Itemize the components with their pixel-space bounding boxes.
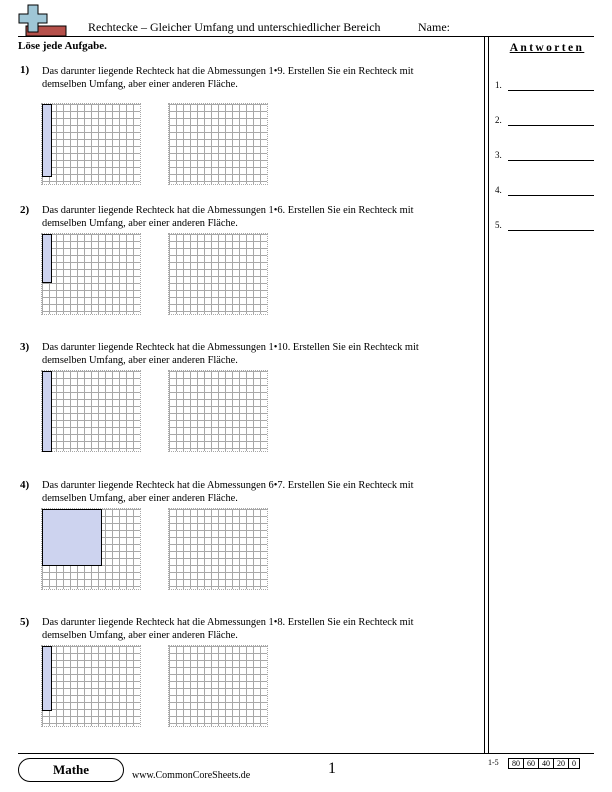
drawing-grid[interactable] <box>169 104 267 184</box>
question-number: 3) <box>20 341 30 353</box>
question-text <box>42 479 482 505</box>
answer-line-1[interactable] <box>508 90 594 91</box>
given-rectangle <box>42 509 102 566</box>
instructions: Löse jede Aufgabe. <box>18 40 107 52</box>
question-text-line: demselben Umfang, aber einer anderen Fläche. <box>42 355 238 366</box>
score-label: 1-5 <box>488 758 499 767</box>
question-text-line: demselben Umfang, aber einer anderen Fläche. <box>42 79 238 90</box>
given-grid <box>42 646 140 726</box>
drawing-grid[interactable] <box>169 234 267 314</box>
given-grid <box>42 104 140 184</box>
answer-line-4[interactable] <box>508 195 594 196</box>
score-cell: 40 <box>539 759 554 768</box>
question-text <box>42 65 482 91</box>
question-number: 1) <box>20 64 30 76</box>
question-text-line: Das darunter liegende Rechteck hat die Abmessungen 1•10. Erstellen Sie ein Rechteck mit <box>42 342 419 353</box>
answer-column-divider <box>484 36 485 753</box>
answer-line-5[interactable] <box>508 230 594 231</box>
question-text-line: Das darunter liegende Rechteck hat die Abmessungen 1•9. Erstellen Sie ein Rechteck mit <box>42 66 414 77</box>
score-cell: 0 <box>572 759 576 768</box>
header-divider <box>18 36 594 37</box>
given-rectangle <box>42 646 52 711</box>
answer-label-1: 1. <box>495 80 502 90</box>
answer-label-3: 3. <box>495 150 502 160</box>
given-grid <box>42 371 140 451</box>
score-cell: 80 <box>509 759 524 768</box>
footer-divider <box>18 753 594 754</box>
score-table <box>508 758 580 769</box>
page-number: 1 <box>328 760 336 777</box>
question-text <box>42 616 482 642</box>
question-text-line: Das darunter liegende Rechteck hat die Abmessungen 1•6. Erstellen Sie ein Rechteck mit <box>42 205 414 216</box>
question-text-line: demselben Umfang, aber einer anderen Fläche. <box>42 630 238 641</box>
answers-title: Antworten <box>509 42 585 54</box>
question-number: 5) <box>20 616 30 628</box>
footer-url: www.CommonCoreSheets.de <box>132 770 251 781</box>
given-rectangle <box>42 371 52 452</box>
answer-line-3[interactable] <box>508 160 594 161</box>
question-text-line: Das darunter liegende Rechteck hat die Abmessungen 6•7. Erstellen Sie ein Rechteck mit <box>42 480 414 491</box>
question-number: 4) <box>20 479 30 491</box>
question-text-line: demselben Umfang, aber einer anderen Fläche. <box>42 493 238 504</box>
question-text <box>42 341 482 367</box>
given-grid <box>42 234 140 314</box>
answer-label-2: 2. <box>495 115 502 125</box>
given-rectangle <box>42 234 52 283</box>
page-title: Rechtecke – Gleicher Umfang und unterschiedlicher Bereich <box>88 20 381 34</box>
question-text-line: Das darunter liegende Rechteck hat die Abmessungen 1•8. Erstellen Sie ein Rechteck mit <box>42 617 414 628</box>
answer-label-5: 5. <box>495 220 502 230</box>
score-cell: 60 <box>524 759 539 768</box>
question-text <box>42 204 482 230</box>
score-cell: 20 <box>554 759 569 768</box>
drawing-grid[interactable] <box>169 646 267 726</box>
subject-badge: Mathe <box>18 758 124 782</box>
answer-column-divider-inner <box>488 36 489 753</box>
answer-label-4: 4. <box>495 185 502 195</box>
logo-icon <box>18 3 70 39</box>
question-text-line: demselben Umfang, aber einer anderen Fläche. <box>42 218 238 229</box>
given-rectangle <box>42 104 52 177</box>
drawing-grid[interactable] <box>169 371 267 451</box>
question-number: 2) <box>20 204 30 216</box>
name-label: Name: <box>418 20 450 34</box>
drawing-grid[interactable] <box>169 509 267 589</box>
answer-line-2[interactable] <box>508 125 594 126</box>
